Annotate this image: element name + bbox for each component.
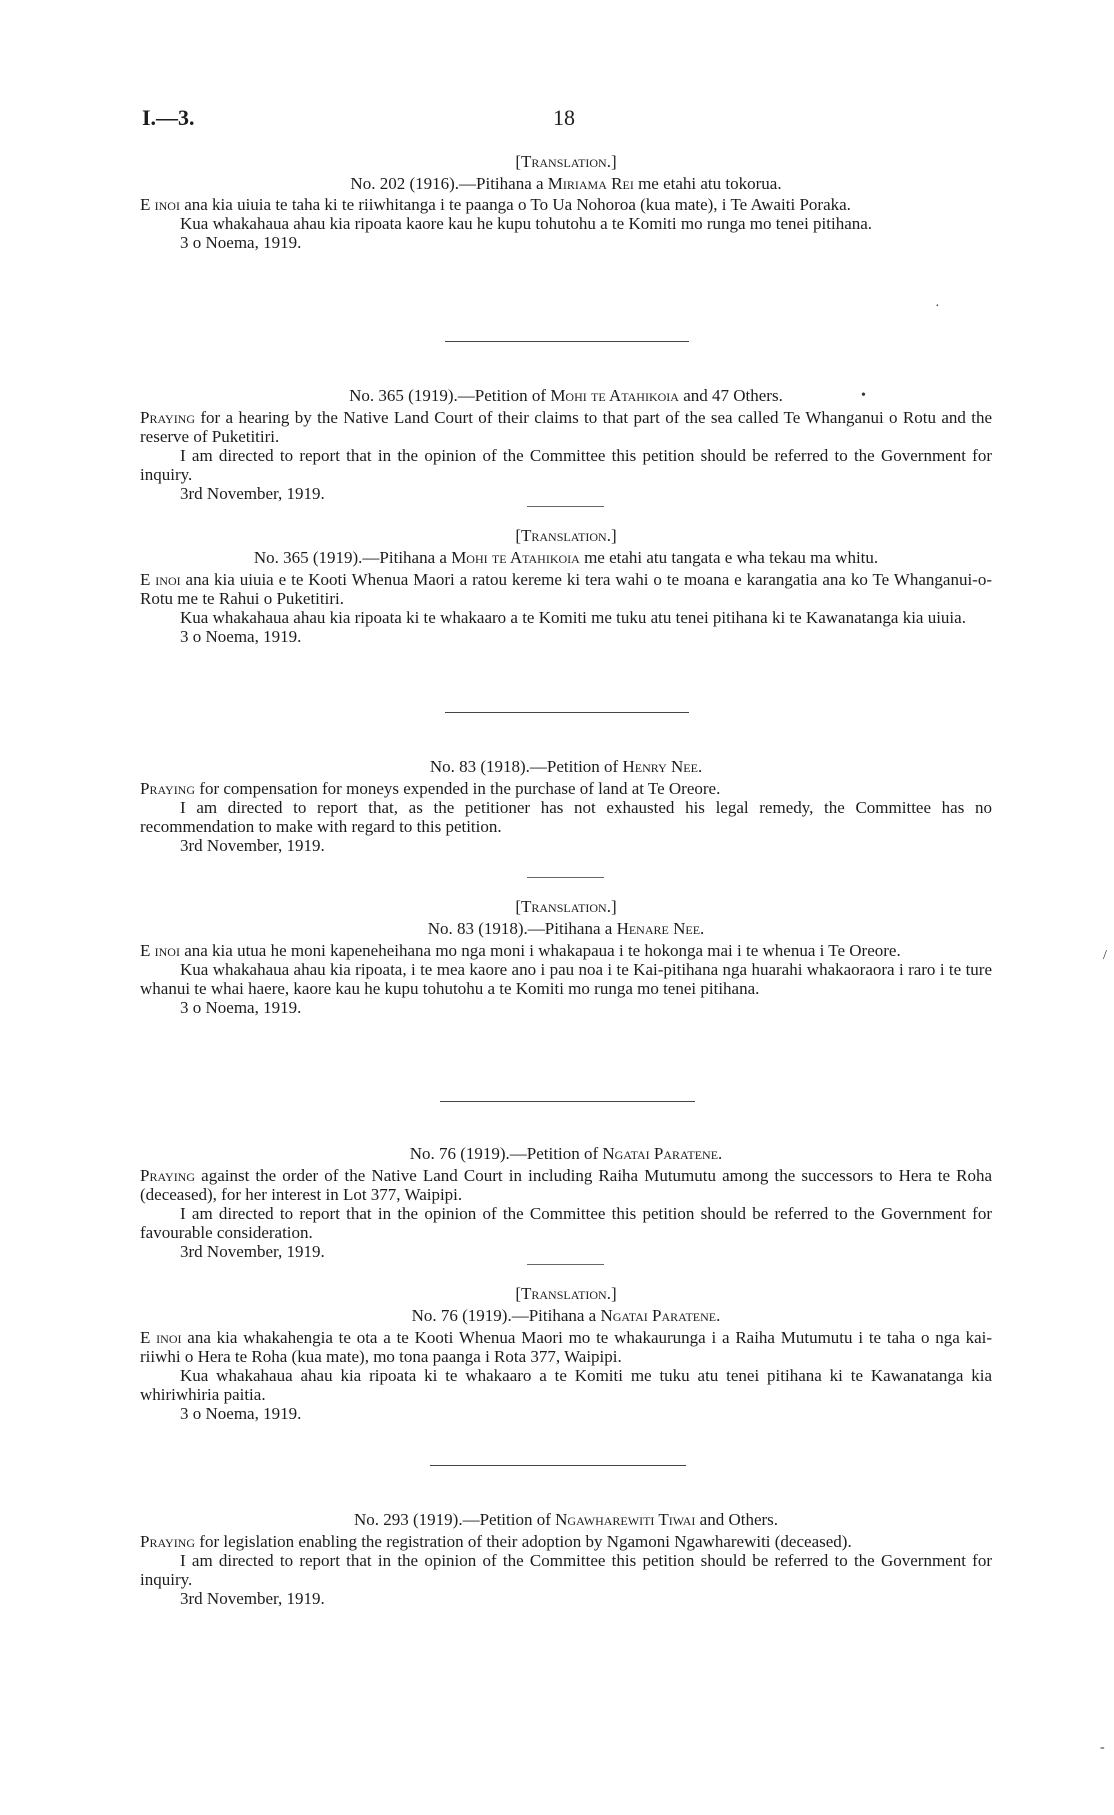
- translation-label: [Translation.]: [515, 1284, 617, 1303]
- petitioner-name: Miriama Rei: [547, 174, 634, 193]
- petitioner-name: Mohi te Atahikoia: [451, 548, 580, 567]
- report-date: 3 o Noema, 1919.: [180, 233, 302, 252]
- report-date: 3 o Noema, 1919.: [180, 627, 302, 646]
- committee-report: I am directed to report that in the opinion of the Committee this petition should be referred to the Government for inquiry.: [140, 1551, 992, 1589]
- petition-title: No. 83 (1918).—Pitihana a Henare Nee.: [427, 919, 705, 938]
- short-divider: [527, 877, 604, 878]
- report-date: 3 o Noema, 1919.: [180, 998, 302, 1017]
- petition-prayer: E inoi ana kia whakahengia te ota a te Kooti Whenua Maori mo te whakaurunga i a Raiha Mutumutu i te taha o nga kai-riiwhi o Hera te Roha (kua mate), mo tona paanga i Rota 377, Waipipi.: [140, 1328, 992, 1366]
- petitioner-name: Ngawharewiti Tiwai: [555, 1510, 696, 1529]
- translation-label: [Translation.]: [515, 526, 617, 545]
- petitioner-name: Henry Nee: [622, 757, 698, 776]
- scan-speck: •: [861, 388, 866, 403]
- short-divider: [527, 506, 604, 507]
- petition-title: No. 76 (1919).—Petition of Ngatai Paratene.: [409, 1144, 723, 1163]
- paper-code: I.—3.: [142, 105, 195, 130]
- report-date: 3 o Noema, 1919.: [180, 1404, 302, 1423]
- petition-title: No. 365 (1919).—Petition of Mohi te Atahikoia and 47 Others.: [349, 386, 783, 405]
- petition-prayer: Praying against the order of the Native Land Court in including Raiha Mutumutu among the successors to Hera te Roha (deceased), for her interest in Lot 377, Waipipi.: [140, 1166, 992, 1204]
- petitioner-name: Ngatai Paratene: [602, 1144, 719, 1163]
- committee-report: Kua whakahaua ahau kia ripoata ki te whakaaro a te Komiti me tuku atu tenei pitihana ki te Kawanatanga kia uiuia.: [180, 608, 966, 627]
- report-date: 3rd November, 1919.: [180, 484, 325, 503]
- petition-entry: [140, 1144, 992, 1261]
- page-number: 18: [553, 105, 575, 130]
- report-date: 3rd November, 1919.: [180, 1242, 325, 1261]
- committee-report: Kua whakahaua ahau kia ripoata ki te whakaaro a te Komiti me tuku atu tenei pitihana ki te Kawanatanga kia whiriwhiria paitia.: [140, 1366, 992, 1404]
- petitioner-name: Ngatai Paratene: [600, 1306, 717, 1325]
- short-divider: [527, 1264, 604, 1265]
- petition-title: No. 365 (1919).—Pitihana a Mohi te Atahikoia me etahi atu tangata e wha tekau ma whitu.: [253, 548, 879, 567]
- petition-prayer: Praying for a hearing by the Native Land Court of their claims to that part of the sea called Te Whanganui o Rotu and the reserve of Puketitiri.: [140, 408, 992, 446]
- petition-title: No. 76 (1919).—Pitihana a Ngatai Paratene.: [411, 1306, 721, 1325]
- petition-prayer: Praying for legislation enabling the registration of their adoption by Ngamoni Ngawharewiti (deceased).: [140, 1532, 852, 1551]
- petition-title: No. 293 (1919).—Petition of Ngawharewiti Tiwai and Others.: [353, 1510, 779, 1529]
- committee-report: I am directed to report that in the opinion of the Committee this petition should be referred to the Government for favourable consideration.: [140, 1204, 992, 1242]
- committee-report: I am directed to report that in the opinion of the Committee this petition should be referred to the Government for inquiry.: [140, 446, 992, 484]
- petition-prayer: E inoi ana kia uiuia e te Kooti Whenua Maori a ratou kereme ki tera wahi o te moana e karangatia ana ko Te Whanganui-o-Rotu me te Rahui o Puketitiri.: [140, 570, 992, 608]
- translation-label: [Translation.]: [515, 152, 617, 171]
- petition-entry: [140, 1510, 992, 1608]
- report-date: 3rd November, 1919.: [180, 1589, 325, 1608]
- petition-prayer: E inoi ana kia uiuia te taha ki te riiwhitanga i te paanga o To Ua Nohoroa (kua mate), i Te Awaiti Poraka.: [140, 195, 851, 214]
- petition-title: No. 202 (1916).—Pitihana a Miriama Rei me etahi atu tokorua.: [350, 174, 782, 193]
- scan-speck: -: [1100, 1740, 1105, 1755]
- petition-entry: [140, 757, 992, 855]
- committee-report: I am directed to report that, as the petitioner has not exhausted his legal remedy, the Committee has no recommendation to make with regard to this petition.: [140, 798, 992, 836]
- scan-speck: /: [1103, 948, 1107, 963]
- petitioner-name: Mohi te Atahikoia: [550, 386, 679, 405]
- committee-report: Kua whakahaua ahau kia ripoata kaore kau he kupu tohutohu a te Komiti mo runga mo tenei pitihana.: [180, 214, 873, 233]
- committee-report: Kua whakahaua ahau kia ripoata, i te mea kaore ano i pau noa i te Kai-pitihana nga huarahi whakaoraora i raro i te ture whanui te whai haere, kaore kau he kupu tohutohu a te Komiti mo runga mo tenei pitihana.: [140, 960, 992, 998]
- section-divider: [440, 1101, 695, 1102]
- petition-prayer: E inoi ana kia utua he moni kapeneheihana mo nga moni i whakapaua i te hokonga mai i te whenua i Te Oreore.: [140, 941, 901, 960]
- section-divider: [445, 712, 689, 713]
- petition-entry: [140, 526, 992, 646]
- petitioner-name: Henare Nee: [616, 919, 701, 938]
- petition-entry: [140, 152, 992, 252]
- report-date: 3rd November, 1919.: [180, 836, 325, 855]
- section-divider: [445, 341, 689, 342]
- petition-entry: [140, 897, 992, 1017]
- scan-speck: ·: [935, 299, 940, 314]
- petition-title: No. 83 (1918).—Petition of Henry Nee.: [429, 757, 703, 776]
- translation-label: [Translation.]: [515, 897, 617, 916]
- section-divider: [430, 1465, 686, 1466]
- petition-entry: [140, 1284, 992, 1423]
- petition-prayer: Praying for compensation for moneys expended in the purchase of land at Te Oreore.: [140, 779, 721, 798]
